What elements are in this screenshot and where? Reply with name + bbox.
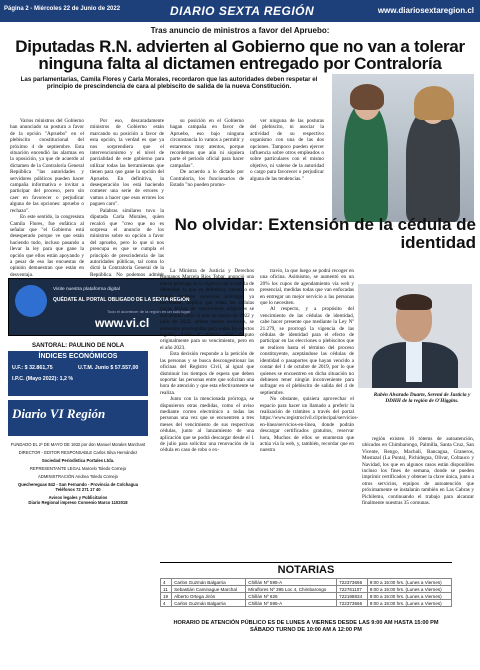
notaria-row [161,593,452,600]
ad-line-3: QUÉDATE AL PORTAL OBLIGADO DE LA SEXTA REGIÓN [53,297,190,303]
indices-title: ÍNDICES ECONÓMICOS [38,353,118,360]
notarias-table [160,578,452,607]
registro: Diario Regional impreso Convenio Marco 1102018 [28,500,128,505]
notarias-title: NOTARIAS [160,562,452,576]
notaria-cell: 19 [161,593,172,600]
article1-column-3: su posición en el Gobierno hagan campaña en favor de Apruebo, eso bajo ninguna circunstancia lo vamos a permitir y estaremos muy atentos, porque recordemos que aún ni siquiera parte el periodo oficial para hacer campañas". De acuerdo a lo dictado por Contraloría, los funcionarios de Estado "no pueden promo- [170,118,244,189]
seremi-photo [358,284,472,388]
propietario: Sociedad Periodística Portales Ltda. [41,458,115,463]
uf-value: U.F.: $ 32.861,75 [12,365,53,371]
notaria-cell: 722198834 [337,593,368,600]
fundado: FUNDADO EL 2º DE MAYO DE 1932 por don Manuel Morales Marchant [10,442,146,447]
notaria-row [161,586,452,593]
article1-column-2: Por eso, descaradamente ministros de Gobierno están marcando su posición a favor de esta opción, la verdad es que ya nos sorprendiera que el intervencionismo y el nivel de parcialidad de este gobierno para utilizar todas las herramientas que tienen para que gane la opción del Apruebo. En definitiva, la desesperación los está haciendo cometer una serie de errores y vamos a hacer que esos errores los paguen caro". Palabras similares tuvo la diputada Carla Morales, quien recalcó que "creo que no es sorpresa el anuncio de los ministros sobre su opción a favor del apruebo, pero lo que si nos preocupa es que se cumpla el principio de prescindencia de las autoridades públicas, tal como lo dictó la Contraloría General de la República. No podemos admitir [90,118,164,278]
notaria-cell: 722373666 [337,579,368,586]
notaria-cell: 11 [161,586,172,593]
article2-column-3: región existen 16 tótems de autoatención, ubicados en Chimbarongo, Palmilla, Santa Cruz, San Vicente, Rengo, Machalí, Rancagua, Graneros, Mostazal (La Punta), Pichidegua, Olivar, Coltauco y Navidad, los que en algunos casos están disponibles incluso los fines de semana, donde se pueden imprimir certificados y obtener la clave única, junto a otros servicios, equipos de autoatención que próximamente se instalarán también en Las Cabras y Pichilemu, continuando el trabajo para alcanzar finalmente nuestras 35 comunas. [362,436,474,507]
economic-indices [8,351,148,396]
ad-line-1: Visite nuestra plataforma digital [53,287,120,292]
newspaper-logo [8,400,148,436]
notaria-cell: 722373666 [337,600,368,607]
brand-logo-icon [15,285,47,317]
article1-column-4: ver ninguna de las posturas del plebiscito, ni asociar la actividad de su respectivo organismo con una de las dos opciones. Tampoco pueden ejercer influencia sobre otros empleados o sobre particulares con el mismo objetivo, ni valerse de la autoridad o cargo para favorecer o perjudicar alguna de las tendencias." [250,118,324,182]
notaria-cell: 9:00 a 15:00 hrs. (Lunes a Viernes) [367,579,451,586]
avisos: Avisos legales y Publicitarios [48,495,108,500]
notaria-cell: Sebastián Caminague Marchal [172,586,246,593]
notaria-cell: Alberto Ortega Jirón [172,593,246,600]
notaria-cell: Chillán Nº 595-A [246,579,337,586]
santoral: SANTORAL: PAULINO DE NOLA [31,343,125,349]
photo-caption: Rubén Alvarado Duarte, Seremi de Justicia y DDHH de la región de O'Higgins. [373,392,471,404]
notaria-cell: 9:00 a 15:00 hrs. (Lunes a Viernes) [367,600,451,607]
article2-headline: No olvidar: Extensión de la cédula de identidad [174,215,476,252]
logo-text: Diario VI Región [12,406,106,421]
notaria-cell: 4 [161,600,172,607]
article1-column-1: Varios ministros del Gobierno han anunciado su postura a favor de la opción "Apruebo" en el plebiscito constitucional del próximo 4 de septiembre. Esta situación encendió las alarmas en la oposición, ya que de acuerdo al dictamen de la Contraloría General República "las autoridades y servidores públicos pueden hacer campaña informativa e invitar a participar del proceso, pero sin caer en favorecer o perjudicar alguna de las opciones: apruebo o rechazo". En este sentido, la congresista Camila Flores, fue enfática al señalar que "el Gobierno está desesperado porque ve que están haciendo todo, incluso pasando a llevar la ley para que gane la opción que ellos están apoyando y a pesar de eso las encuestas de opinión demuestran que están en desventaja. [10,118,84,278]
notaria-cell: Carlos Guzmán Balgarria [172,600,246,607]
notaria-cell: Miraflores Nº 395 Loc 4, Chimbarongo [246,586,337,593]
utm-value: U.T.M. Junio $ 57.557,00 [78,365,139,371]
notaria-row [161,600,452,607]
notaria-cell: Chillán Nº 595-A [246,600,337,607]
notaria-cell: 9:00 a 15:00 hrs. (Lunes a Viernes) [367,586,451,593]
notaria-cell: Carlos Guzmán Balgarria [172,579,246,586]
director: DIRECTOR - EDITOR RESPONSABLE Carlos Silva Hernández [18,450,138,455]
page-date: Página 2 - Miércoles 22 de Junio de 2022 [4,6,121,12]
top-bar [0,0,480,22]
direccion: Quechereguas 842 - San Fernando - Provincia de Colchagua [17,482,139,487]
article1-dek: Las parlamentarias, Camila Flores y Carla Morales, recordaron que las autoridades deben respetar el principio de prescindencia de cara al plebiscito de salida de la nueva Constitución. [20,76,318,91]
article1-headline: Diputadas R.N. advierten al Gobierno que no van a tolerar ninguna falta al dictamen entregado por Contraloría [15,37,465,73]
notaria-cell: 722761107 [337,586,368,593]
article2-column-1: La Ministra de Justicia y Derechos Humanos Marcela Ríos Tobar, anunció una nueva prórroga de la vigencia de la cédula de identidad, la que en definitiva, tomando en cuenta también sucesivas prórrogas ya decretadas, implica que todas las cédulas cuyas fechas de vencimiento originales se encuentren entre el mes de marzo de 2022 y julio de 2022, ambos meses incluidos, se entienden prorrogadas para todos los efectos legales, hasta el mismo mes disputo originalmente para su vencimiento, pero en el año 2023. Esta decisión responde a la petición de las personas y se busca descongestionar las oficinas del Registro Civil, al igual que disminuir los tiempos de espera que deben soportar las personas entre que solicitan una hora de atención y que esta efectivamente se realiza. Junto con la mencionada prórroga, se dispusieron otras medidas, como el aviso mediante correo electrónico a todas las personas una vez que se encuentren a tres meses del vencimiento de sus respectivas cédulas, junto al lanzamiento de una aplicación que se podrá descargar desde el 1 de julio para solicitar una renovación de la cédula en caso de robo o ex- [160,268,254,454]
telefonos: Teléfonos 72 271 17 40 [55,487,101,492]
article1-kicker: Tras anuncio de ministros a favor del Apruebo: [150,26,330,35]
ad-url[interactable]: www.vi.cl [95,316,150,330]
representante: REPRESENTANTE LEGAL Marcelo Toledo Cornejo [29,466,127,471]
staff-box [8,438,148,505]
website[interactable]: www.diariosextaregion.cl [377,6,474,15]
article2-column-2: travío, la que luego se podrá recoger en una oficina. Asimismo, se aumentó en un 20% los cupos de agendamiento vía web y presencial, medidas todas que van enfocadas en entregar un mejor servicio a las personas que lo necesiten. Al respecto, y a propósito del vencimiento de las cédulas de identidad, cabe hacer presente que mediante la Ley Nº 21.279, se prorrogó la vigencia de las cédulas de identidad para el efecto de participar en las elecciones o plebiscitos que se realicen hasta el término del proceso constituyente, aceptándose las cédulas de identidad o pasaportes que hayan vencido a contar del 1 de octubre de 2019, por lo que quienes se encuentren en dicha situación no debiesen tener ningún inconveniente para sufragar en el plebiscito de salida del 4 de septiembre. No obstante, quisiera aprovechar el espacio para hacer un llamado a preferir la realización de trámites a través del portal https://www.registrocivil.cl/principal/servicios-en-línea/servicios-en-línea, donde podrán descargar certificados gratuitos, reservar hora, Muchos de ellos se enumeran que actúa vía la web, y, también, recordar que en nuestra [260,268,359,454]
ad-line-2: Todo el acontecer de la región en un solo lugar [107,309,191,314]
notaria-cell: 4 [161,579,172,586]
notaria-row [161,579,452,586]
masthead: DIARIO SEXTA REGIÓN [170,4,315,18]
notaria-cell: Chillán Nº 626 [246,593,337,600]
administracion: ADMINISTRACIÓN Andrea Toledo Cornejo [38,474,118,479]
ipc-value: I.P.C. (Mayo 2022): 1,2 % [12,376,74,382]
notaria-cell: 9:00 a 15:00 hrs. (Lunes a Viernes) [367,593,451,600]
notarias-schedule [160,620,452,634]
schedule-saturday: SÁBADO TURNO DE 10:00 AM A 12:00 PM [250,627,362,634]
schedule-weekdays: HORARIO DE ATENCIÓN PÚBLICO ES DE LUNES A VIERNES DESDE LAS 9:00 AM HASTA 15:00 PM [173,620,439,626]
deputies-photo [332,74,474,222]
